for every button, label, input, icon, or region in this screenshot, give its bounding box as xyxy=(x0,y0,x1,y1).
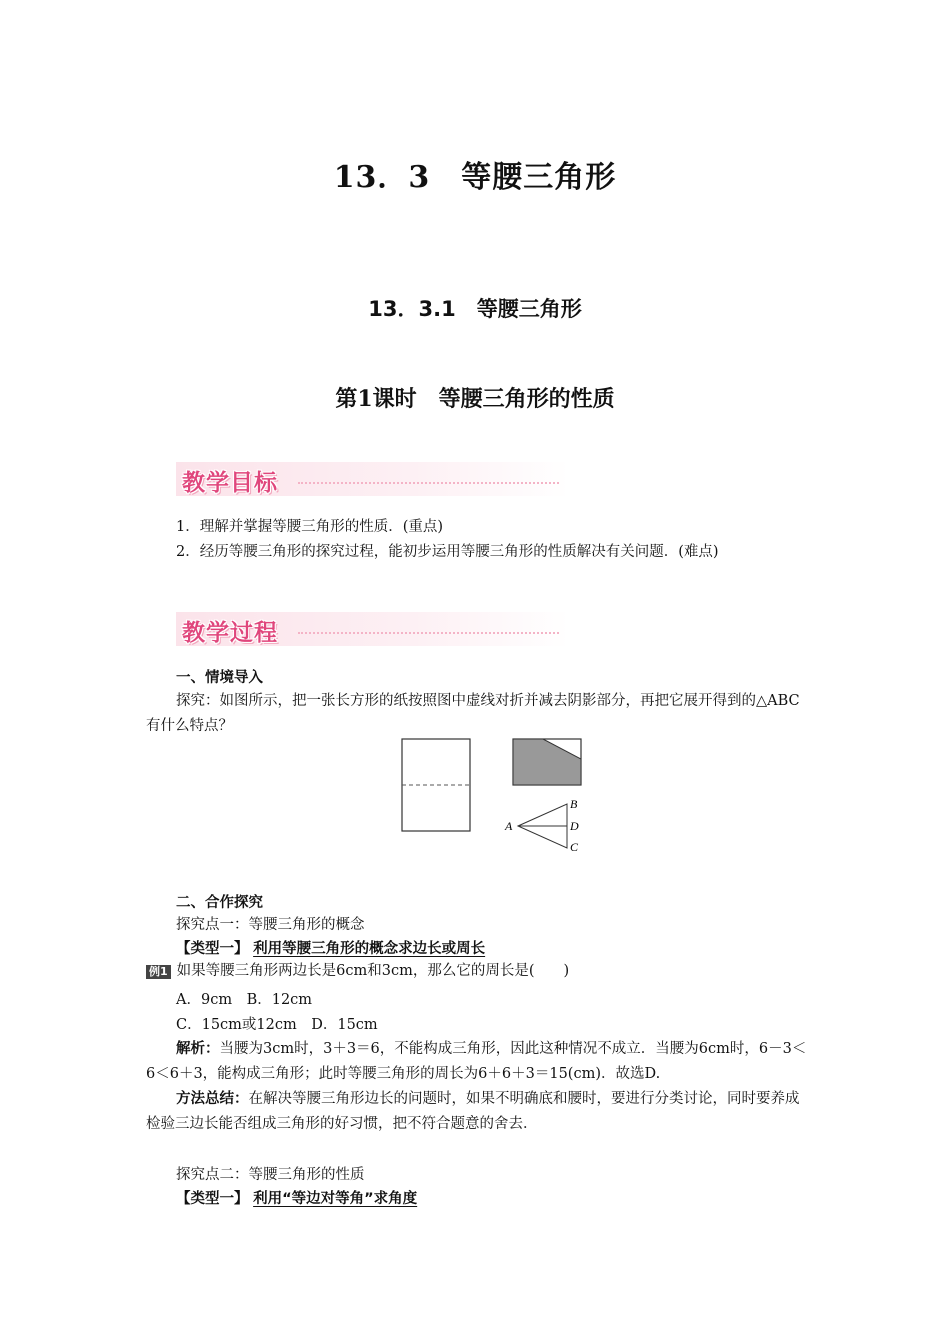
objective-item-2: 2．经历等腰三角形的探究过程，能初步运用等腰三角形的性质解决有关问题．(难点) xyxy=(176,544,719,560)
summary-paragraph xyxy=(146,1087,810,1137)
type1-line xyxy=(176,939,485,959)
intro-paragraph: 探究：如图所示，把一张长方形的纸按照图中虚线对折并减去阴影部分，再把它展开得到的△ABC有什么特点？ xyxy=(146,693,800,734)
objective-item-1: 1．理解并掌握等腰三角形的性质．(重点) xyxy=(176,519,444,535)
analysis-label: 解析： xyxy=(176,1041,220,1057)
type1-tag: 【类型一】 xyxy=(176,941,249,957)
example-1-line xyxy=(146,961,569,981)
analysis-paragraph xyxy=(146,1037,810,1087)
explore-point-1: 探究点一：等腰三角形的概念 xyxy=(176,917,365,933)
analysis-text: 当腰为3cm时，3＋3＝6，不能构成三角形，因此这种情况不成立．当腰为6cm时，6－3＜6＜6＋3，能构成三角形；此时等腰三角形的周长为6＋6＋3＝15(cm)．故选D. xyxy=(146,1041,807,1082)
options-line-1: A．9cm B．12cm xyxy=(176,992,313,1008)
lesson-title: 第1课时 等腰三角形的性质 xyxy=(335,386,615,412)
explore-point-2: 探究点二：等腰三角形的性质 xyxy=(176,1167,365,1183)
type1-title: 利用等腰三角形的概念求边长或周长 xyxy=(253,941,486,957)
example-badge: 例1 xyxy=(146,965,171,979)
example-text: 如果等腰三角形两边长是6cm和3cm，那么它的周长是( ) xyxy=(176,963,570,979)
options-line-2: C．15cm或12cm D．15cm xyxy=(176,1017,378,1033)
objectives-banner xyxy=(176,462,569,496)
type2-line xyxy=(176,1189,417,1209)
objectives-banner-label: 教学目标 xyxy=(182,470,278,496)
label-d: D xyxy=(570,819,579,833)
explore-heading: 二、合作探究 xyxy=(176,895,263,911)
intro-heading: 一、情境导入 xyxy=(176,670,263,686)
label-c: C xyxy=(570,840,579,854)
process-banner-label: 教学过程 xyxy=(182,620,278,646)
summary-label: 方法总结： xyxy=(176,1091,249,1107)
shaded-region xyxy=(513,739,581,785)
section-title: 13．3.1 等腰三角形 xyxy=(368,297,582,321)
type2-tag: 【类型一】 xyxy=(176,1191,249,1207)
type2-title: 利用“等边对等角”求角度 xyxy=(253,1191,418,1207)
folding-figure xyxy=(395,734,595,860)
label-a: A xyxy=(505,819,513,833)
process-banner xyxy=(176,612,569,646)
label-b: B xyxy=(570,797,578,811)
page-title: 13．3 等腰三角形 xyxy=(333,160,617,195)
summary-text: 在解决等腰三角形边长的问题时，如果不明确底和腰时，要进行分类讨论，同时要养成检验三边长能否组成三角形的好习惯，把不符合题意的舍去． xyxy=(146,1091,800,1132)
